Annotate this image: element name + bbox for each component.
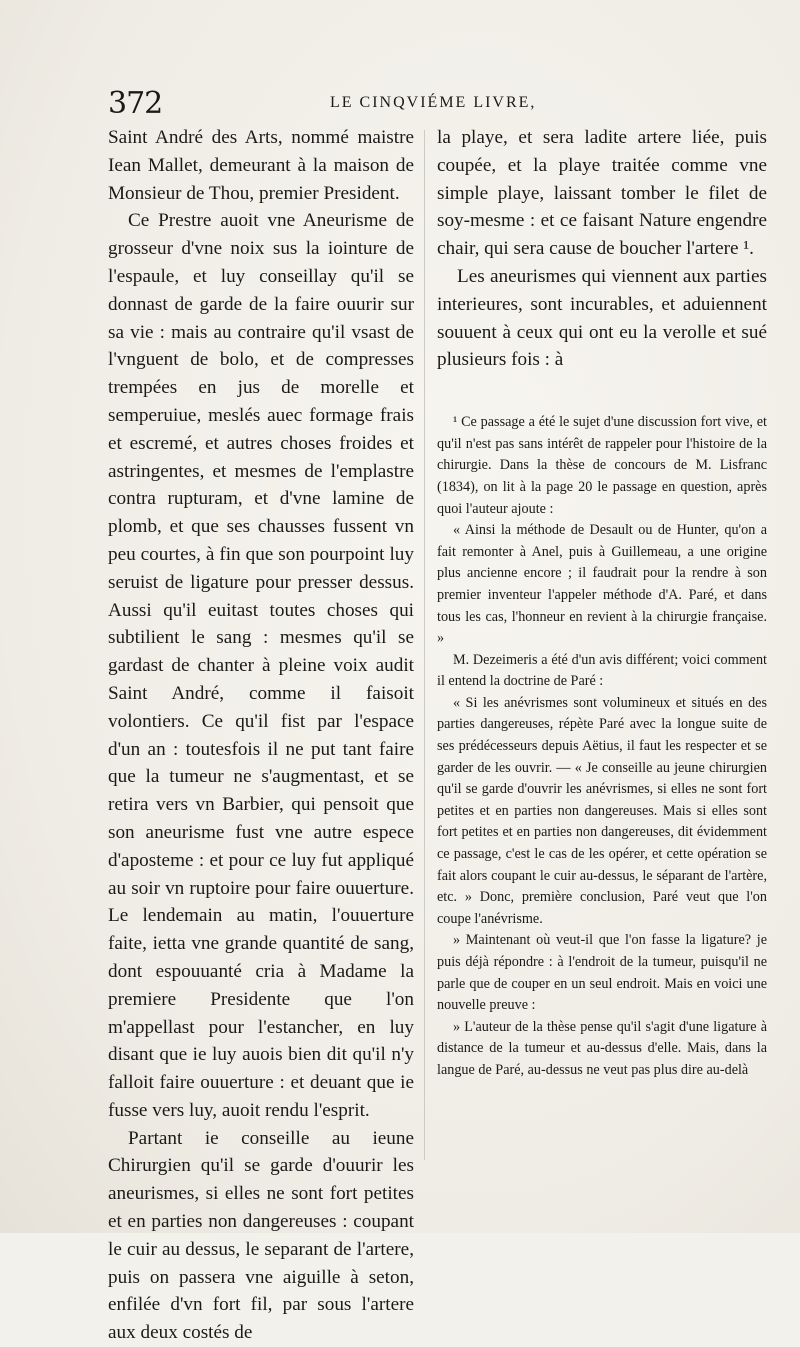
right-paragraph-1: la playe, et sera ladite artere liée, puis coupée, et la playe traitée comme vne simple playe, laissant tomber le filet de soy-mesme : et ce faisant Nature engendre chair, qui sera cause de boucher l'artere ¹. — [437, 127, 767, 260]
column-divider — [424, 130, 425, 1160]
right-column — [437, 124, 767, 1082]
page-number: 372 — [108, 86, 163, 121]
footnote-paragraph-1: ¹ Ce passage a été le sujet d'une discussion fort vive, et qu'il n'est pas sans intérêt de rappeler pour l'histoire de la chirurgie. Dans la thèse de concours de M. Lisfranc (1834), on lit à la page 20 le passage en question, après quoi l'auteur ajoute : — [437, 414, 767, 517]
left-paragraph-1: Saint André des Arts, nommé maistre Iean Mallet, demeurant à la maison de Monsieur de Thou, premier President. — [108, 127, 414, 204]
left-paragraph-3: Partant ie conseille au ieune Chirurgien qu'il se garde d'ouurir les aneurismes, si elles ne sont fort petites et en parties non dangereuses : coupant le cuir au dessus, le separant de l'artere, puis on passera vne aiguille à seton, enfilée d'vn fort fil, par sous l'artere aux deux costés de — [108, 1127, 414, 1344]
right-paragraph-2: Les aneurismes qui viennent aux parties interieures, sont incurables, et aduiennent souuent à ceux qui ont eu la verolle et sué plusieurs fois : à — [437, 265, 767, 371]
footnotes — [437, 412, 767, 1081]
footnote-paragraph-2: « Ainsi la méthode de Desault ou de Hunter, qu'on a fait remonter à Anel, puis à Guillemeau, a une origine plus ancienne encore ; il faudrait pour la rendre à son premier inventeur l'appeler méthode d'A. Paré, et dans tous les cas, l'honneur en revient à la chirurgie française. » — [437, 522, 767, 647]
page-header — [108, 86, 768, 122]
right-main-text — [437, 124, 767, 374]
left-column — [108, 124, 414, 1347]
footnote-paragraph-3: M. Dezeimeris a été d'un avis différent; voici comment il entend la doctrine de Paré : — [437, 651, 767, 690]
footnote-paragraph-6: » L'auteur de la thèse pense qu'il s'agit d'une ligature à distance de la tumeur et au-dessus d'elle. Mais, dans la langue de Paré, au-dessus ne veut pas plus dire au-delà — [437, 1018, 767, 1078]
footnote-paragraph-5: » Maintenant où veut-il que l'on fasse la ligature? je puis déjà répondre : à l'endroit de la tumeur, puisqu'il ne parle que de couper en un seul endroit. Mais en voici une nouvelle preuve : — [437, 932, 767, 1014]
left-paragraph-2: Ce Prestre auoit vne Aneurisme de grosseur d'vne noix sus la iointure de l'espaule, et luy conseillay qu'il se donnast de garde de la faire ouurir sur sa vie : mais au contraire qu'il vsast de l'vnguent de bolo, et de compresses trempées en jus de morelle et semperuiue, meslés auec formage frais et escremé, et autres choses froides et astringentes, et mesmes de l'emplastre contra rupturam, et d'vne lamine de plomb, et que ses chausses fussent vn peu courtes, à fin que son pourpoint luy seruist de ligature pour presser dessus. Aussi qu'il euitast toutes choses qui subtilient le sang : mesmes qu'il se gardast de chanter à pleine voix audit Saint André, comme il faisoit volontiers. Ce qu'il fist par l'espace d'un an : toutesfois il ne put tant faire que la tumeur ne s'augmentast, et se retira vers vn Barbier, qui pensoit que son aneurisme fust vne autre espece d'aposteme : et pour ce luy fut appliqué au soir vn ruptoire pour faire ouuerture. Le lendemain au matin, l'ouuerture faite, ietta vne grande quantité de sang, dont espouuanté cria à Madame la premiere Presidente que l'on m'appellast pour l'estancher, en luy disant que ie luy auois bien dit qu'il n'y falloit faire ouuerture : et deuant que ie fusse vers luy, auoit rendu l'esprit. — [108, 210, 414, 1121]
running-head: LE CINQVIÉME LIVRE, — [330, 94, 537, 111]
footnote-paragraph-4: « Si les anévrismes sont volumineux et situés en des parties dangereuses, répète Paré avec la longue suite de ses prédécesseurs depuis Aëtius, il faut les respecter et se garder de les ouvrir. — « Je conseille au jeune chirurgien qu'il se garde d'ouvrir les anévrismes, si elles ne sont fort petites et en parties non dangereuses. Mais si elles sont fort petites et en parties non dangereuses, dit évidemment ce passage, c'est le cas de les opérer, et cette opération se fait alors coupant le cuir au-dessus, le séparant de l'artère, etc. » Donc, première conclusion, Paré veut que l'on coupe l'anévrisme. — [437, 694, 767, 927]
